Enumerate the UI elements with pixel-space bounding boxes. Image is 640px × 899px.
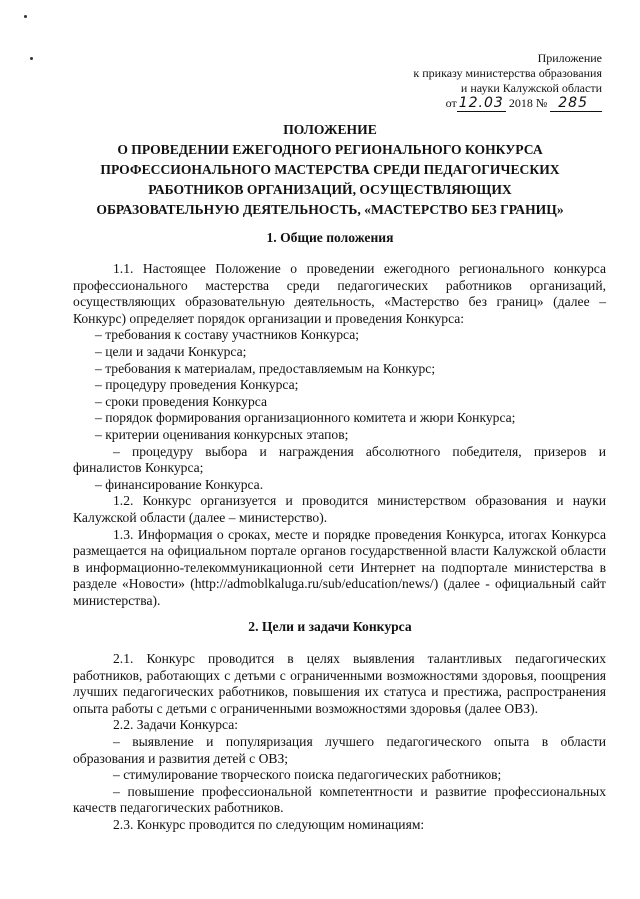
paragraph-2-3: 2.3. Конкурс проводится по следующим номинациям: <box>113 816 425 832</box>
paragraph-1-1: 1.1. Настоящее Положение о проведении ежегодного регионального конкурса профессионального мастерства среди педагогических работников организаций, осуществляющих образовательную деятельность, «Мастерство без границ» (далее – Конкурс) определяет порядок организации и проведения Конкурса: <box>73 261 606 326</box>
section-1-body <box>73 261 606 609</box>
title-line-5: ОБРАЗОВАТЕЛЬНУЮ ДЕЯТЕЛЬНОСТЬ, «МАСТЕРСТВО БЕЗ ГРАНИЦ» <box>96 202 564 217</box>
section-2-heading: 2. Цели и задачи Конкурса <box>248 619 412 634</box>
list-item: – финансирование Конкурса. <box>95 476 264 492</box>
appendix-line-2: к приказу министерства образования <box>413 66 602 80</box>
task-item: – выявление и популяризация лучшего педагогического опыта в области образования и развития детей с ОВЗ; <box>73 733 606 766</box>
scan-speck <box>30 57 33 60</box>
scan-speck <box>24 15 27 18</box>
section-1-heading: 1. Общие положения <box>266 230 394 245</box>
paragraph-2-1: 2.1. Конкурс проводится в целях выявления талантливых педагогических работников, работающих с детьми с ограниченными возможностями здоровья, поощрения лучших педагогических работников, повышения их статуса и престижа, распространения опыта работы с детьми с ограниченными возможностями здоровья (далее ОВЗ). <box>73 651 606 716</box>
list-item: – сроки проведения Конкурса <box>95 393 268 409</box>
title-line-4: РАБОТНИКОВ ОРГАНИЗАЦИЙ, ОСУЩЕСТВЛЯЮЩИХ <box>148 182 512 197</box>
list-item: – требования к материалам, предоставляемым на Конкурс; <box>95 360 436 376</box>
date-prefix: от <box>445 96 457 110</box>
title-line-1: ПОЛОЖЕНИЕ <box>283 122 377 137</box>
appendix-line-1: Приложение <box>537 51 602 65</box>
task-item: – стимулирование творческого поиска педагогических работников; <box>113 767 502 783</box>
list-item: – процедуру выбора и награждения абсолютного победителя, призеров и финалистов Конкурса; <box>73 443 606 476</box>
appendix-line-3: и науки Калужской области <box>460 81 602 95</box>
paragraph-1-3: 1.3. Информация о сроках, месте и порядке проведения Конкурса, итогах Конкурса размещается на официальном портале органов государственной власти Калужской области в информационно-телекоммуникационной сети Интернет на подпортале министерства в разделе «Новости» (http://admoblkaluga.ru/sub/education/news/) (далее - официальный сайт министерства). <box>73 526 606 608</box>
section-2-body <box>73 651 606 834</box>
document-title <box>40 120 620 220</box>
list-item: – требования к составу участников Конкурса; <box>95 327 360 343</box>
title-line-2: О ПРОВЕДЕНИИ ЕЖЕГОДНОГО РЕГИОНАЛЬНОГО КОНКУРСА <box>117 142 543 157</box>
list-item: – процедуру проведения Конкурса; <box>95 377 299 393</box>
appendix-date-line <box>413 96 602 111</box>
list-item: – порядок формирования организационного комитета и жюри Конкурса; <box>95 410 516 426</box>
handwritten-number: 285 <box>550 95 602 112</box>
paragraph-1-2: 1.2. Конкурс организуется и проводится министерством образования и науки Калужской области (далее – министерство). <box>73 493 606 525</box>
title-line-3: ПРОФЕССИОНАЛЬНОГО МАСТЕРСТВА СРЕДИ ПЕДАГОГИЧЕСКИХ <box>100 162 560 177</box>
list-item: – критерии оценивания конкурсных этапов; <box>95 426 349 442</box>
date-year: 2018 № <box>508 96 548 110</box>
handwritten-date: 12.03 <box>458 95 504 111</box>
paragraph-2-2: 2.2. Задачи Конкурса: <box>113 717 239 733</box>
list-item: – цели и задачи Конкурса; <box>95 343 247 359</box>
task-item: – повышение профессиональной компетентности и развитие профессиональных качеств педагогических работников. <box>73 783 606 816</box>
appendix-header <box>413 51 602 111</box>
